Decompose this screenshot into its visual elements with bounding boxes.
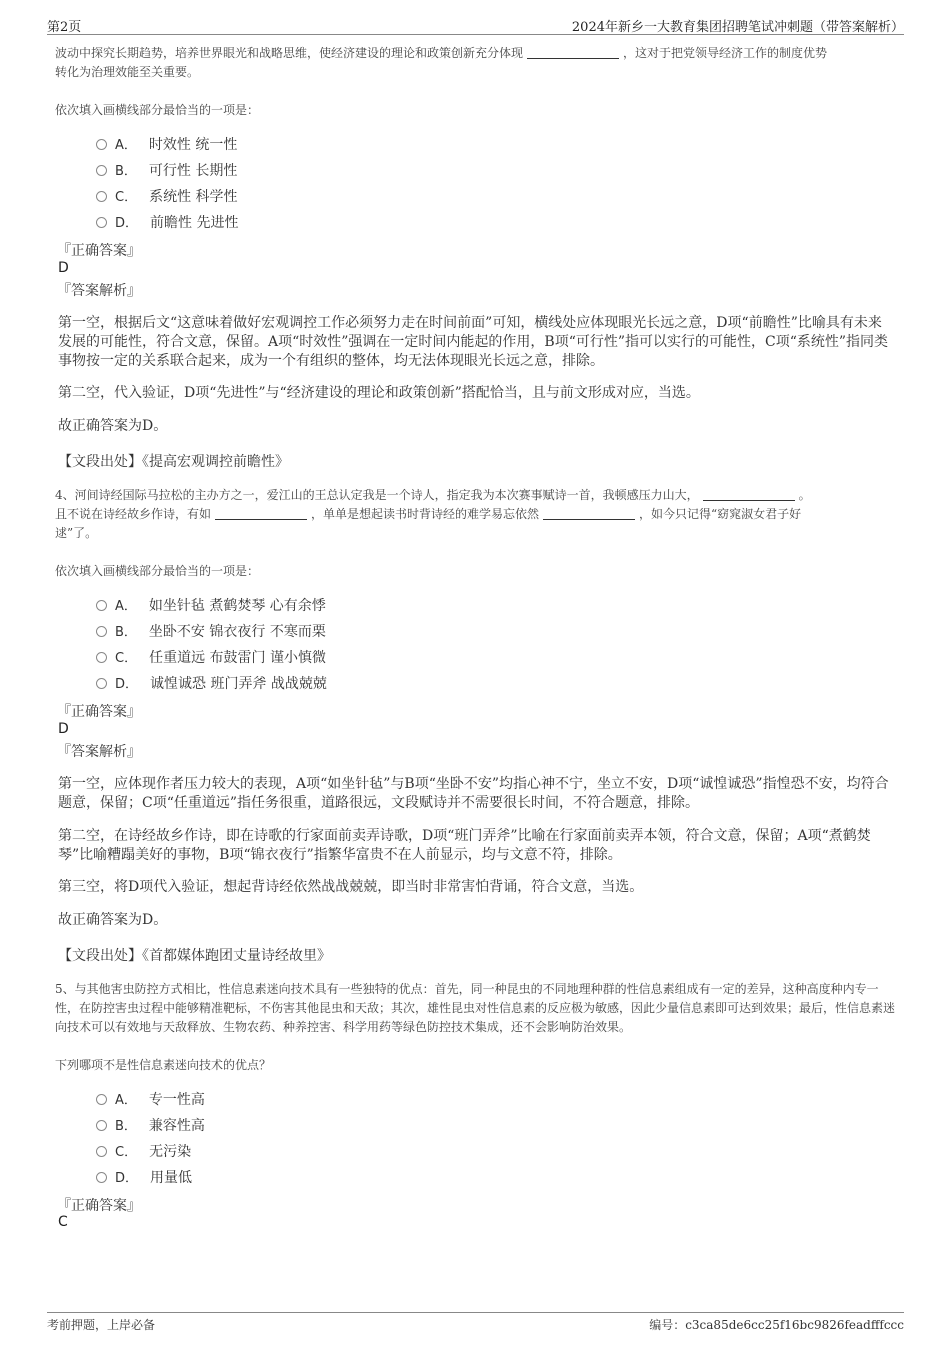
analysis-paragraph: 第二空，在诗经故乡作诗，即在诗歌的行家面前卖弄诗歌，D项“班门弄斧”比喻在行家面前卖弄本领，符合文意，保留；A项“煮鹤焚琴”比喻糟蹋美好的事物，B项“锦衣夜行”指繁华富贵不在人前显示，均与文意不符，排除。 xyxy=(58,828,871,863)
q3-option-a[interactable]: A． 时效性 统一性 xyxy=(96,134,237,154)
analysis-label: 『答案解析』 xyxy=(57,744,141,760)
q3-option-b[interactable]: B． 可行性 长期性 xyxy=(96,160,237,180)
footer-slogan: 考前押题，上岸必备 xyxy=(47,1318,156,1332)
radio-button-icon[interactable] xyxy=(96,191,107,202)
analysis-conclusion: 故正确答案为D。 xyxy=(58,912,168,928)
analysis-paragraph: 第三空，将D项代入验证，想起背诗经依然战战兢兢，即当时非常害怕背诵，符合文意，当选。 xyxy=(58,879,644,895)
analysis-conclusion: 故正确答案为D。 xyxy=(58,418,168,434)
radio-button-icon[interactable] xyxy=(96,600,107,611)
radio-button-icon[interactable] xyxy=(96,1146,107,1157)
radio-button-icon[interactable] xyxy=(96,1094,107,1105)
question-4-stem: 4、河间诗经国际马拉松的主办方之一，爱江山的王总认定我是一个诗人，指定我为本次赛事赋诗一首，我顿感压力山大， 。 且不说在诗经故乡作诗，有如 ，单单是想起读书时背诗经的难学易忘依然 ，如今只记得“窈窕淑女君子好 逑”了。 xyxy=(55,488,811,540)
q4-option-a[interactable]: A． 如坐针毡 煮鹤焚琴 心有余悸 xyxy=(96,595,326,615)
radio-button-icon[interactable] xyxy=(96,652,107,663)
q4-option-c[interactable]: C． 任重道远 布鼓雷门 谨小慎微 xyxy=(96,647,326,667)
correct-answer: D xyxy=(58,260,69,276)
question-4-lead: 依次填入画横线部分最恰当的一项是： xyxy=(55,564,260,578)
radio-button-icon[interactable] xyxy=(96,139,107,150)
analysis-paragraph: 第一空，根据后文“这意味着做好宏观调控工作必须努力走在时间前面”可知，横线处应体现眼光长远之意，D项“前瞻性”比喻具有未来发展的可能性，符合文意，保留。A项“时效性”强调在一定时间内能起的作用，B项“可行性”指可以实行的可能性，C项“系统性”指同类事物按一定的关系联合起来，成为一个有组织的整体，均无法体现眼光长远之意，排除。 xyxy=(58,315,889,369)
radio-button-icon[interactable] xyxy=(96,217,107,228)
answer-blank xyxy=(215,507,307,520)
correct-answer: D xyxy=(58,721,69,737)
document-code: 编号：c3ca85de6cc25f16bc9826feadfffccc xyxy=(649,1318,904,1332)
radio-button-icon[interactable] xyxy=(96,1120,107,1131)
radio-button-icon[interactable] xyxy=(96,1172,107,1183)
question-3-stem: 波动中探究长期趋势，培养世界眼光和战略思维，使经济建设的理论和政策创新充分体现 ，这对于把党领导经济工作的制度优势 转化为治理效能至关重要。 xyxy=(55,46,828,79)
document-title: 2024年新乡一大教育集团招聘笔试冲刺题（带答案解析） xyxy=(571,20,904,35)
analysis-paragraph: 第二空，代入验证，D项“先进性”与“经济建设的理论和政策创新”搭配恰当，且与前文形成对应，当选。 xyxy=(58,385,700,401)
q5-option-a[interactable]: A． 专一性高 xyxy=(96,1089,205,1109)
question-5-stem: 5、与其他害虫防控方式相比，性信息素迷向技术具有一些独特的优点：首先，同一种昆虫的不同地理种群的性信息素组成有一定的差异，这种高度种内专一性，在防控害虫过程中能够精准靶标，不伤害其他昆虫和天敌；其次，雄性昆虫对性信息素的反应极为敏感，因此少量信息素即可达到效果；最后，性信息素迷向技术可以有效地与天敌释放、生物农药、种养控害、科学用药等绿色防控技术集成，还不会影响防治效果。 xyxy=(55,982,896,1034)
q5-option-b[interactable]: B． 兼容性高 xyxy=(96,1115,205,1135)
answer-blank xyxy=(703,488,795,501)
radio-button-icon[interactable] xyxy=(96,626,107,637)
correct-answer-label: 『正确答案』 xyxy=(57,704,141,720)
page-footer xyxy=(47,1312,904,1335)
page-header xyxy=(47,14,904,35)
q4-option-d[interactable]: D． 诚惶诚恐 班门弄斧 战战兢兢 xyxy=(96,673,327,693)
q3-option-c[interactable]: C． 系统性 科学性 xyxy=(96,186,238,206)
correct-answer: C xyxy=(58,1214,68,1230)
page-number: 第2页 xyxy=(47,20,82,35)
q5-option-d[interactable]: D． 用量低 xyxy=(96,1167,192,1187)
q4-option-b[interactable]: B． 坐卧不安 锦衣夜行 不寒而栗 xyxy=(96,621,326,641)
correct-answer-label: 『正确答案』 xyxy=(57,243,141,259)
source-citation: 【文段出处】《首都媒体跑团丈量诗经故里》 xyxy=(58,948,331,964)
radio-button-icon[interactable] xyxy=(96,678,107,689)
question-3-lead: 依次填入画横线部分最恰当的一项是： xyxy=(55,103,260,117)
answer-blank xyxy=(527,46,619,59)
source-citation: 【文段出处】《提高宏观调控前瞻性》 xyxy=(58,454,289,470)
correct-answer-label: 『正确答案』 xyxy=(57,1198,141,1214)
analysis-label: 『答案解析』 xyxy=(57,283,141,299)
question-5-lead: 下列哪项不是性信息素迷向技术的优点？ xyxy=(55,1058,272,1072)
analysis-paragraph: 第一空，应体现作者压力较大的表现，A项“如坐针毡”与B项“坐卧不安”均指心神不宁，坐立不安，D项“诚惶诚恐”指惶恐不安，均符合题意，保留；C项“任重道远”指任务很重，道路很远，文段赋诗并不需要很长时间，不符合题意，排除。 xyxy=(58,776,889,811)
q5-option-c[interactable]: C． 无污染 xyxy=(96,1141,191,1161)
answer-blank xyxy=(543,507,635,520)
q3-option-d[interactable]: D． 前瞻性 先进性 xyxy=(96,212,238,232)
radio-button-icon[interactable] xyxy=(96,165,107,176)
